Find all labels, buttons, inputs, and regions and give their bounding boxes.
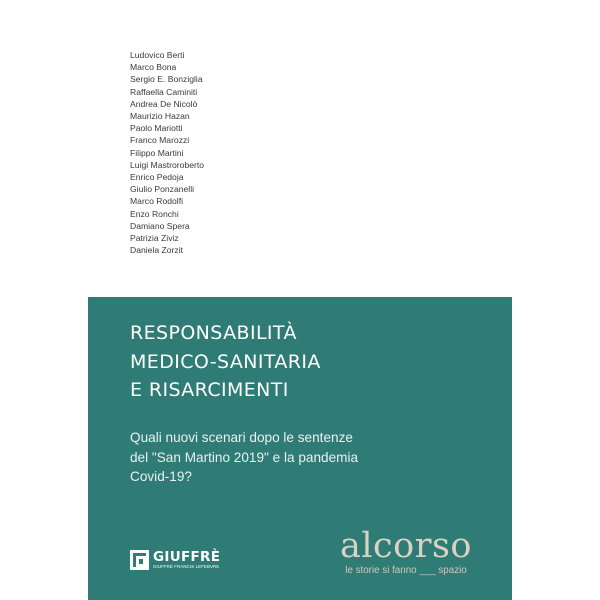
publisher-name: GIUFFRÈ — [153, 548, 221, 565]
author-name: Patrizia Ziviz — [130, 233, 179, 244]
author-name: Franco Marozzi — [130, 135, 190, 146]
series-tagline: le storie si fanno ___ spazio — [345, 565, 467, 576]
author-name: Raffaella Caminiti — [130, 86, 198, 97]
subtitle-line: Quali nuovi scenari dopo le sentenze — [130, 430, 353, 445]
subtitle-line: Covid-19? — [130, 469, 192, 484]
author-name: Marco Bona — [130, 62, 177, 73]
author-name: Maurizio Hazan — [130, 111, 190, 122]
author-name: Enzo Ronchi — [130, 208, 179, 219]
cover-panel — [88, 297, 512, 600]
author-name: Daniela Zorzit — [130, 245, 184, 256]
book-cover — [88, 0, 512, 600]
title-line: RESPONSABILITÀ — [130, 322, 297, 344]
title-line: MEDICO-SANITARIA — [130, 350, 321, 373]
author-list — [130, 49, 204, 256]
author-name: Paolo Mariotti — [130, 123, 183, 134]
series-name: alcorso — [340, 526, 472, 566]
book-subtitle — [130, 428, 358, 487]
author-name: Andrea De Nicolò — [130, 98, 198, 109]
publisher-subline: GIUFFRÈ FRANCIS LEFEBVRE — [153, 563, 220, 569]
author-name: Damiano Spera — [130, 220, 190, 231]
author-name: Marco Rodolfi — [130, 196, 184, 207]
title-line: E RISARCIMENTI — [130, 379, 289, 401]
author-name: Filippo Martini — [130, 147, 184, 158]
author-name: Sergio E. Bonziglia — [130, 74, 203, 85]
author-name: Giulio Ponzanelli — [130, 184, 195, 195]
book-title — [130, 319, 321, 405]
series-logo — [326, 527, 486, 577]
author-name: Luigi Mastroroberto — [130, 159, 205, 170]
author-name: Enrico Pedoja — [130, 172, 184, 183]
publisher-logo — [130, 550, 220, 570]
author-name: Ludovico Berti — [130, 50, 185, 60]
publisher-mark-icon — [130, 550, 149, 570]
subtitle-line: del "San Martino 2019" e la pandemia — [130, 449, 359, 465]
